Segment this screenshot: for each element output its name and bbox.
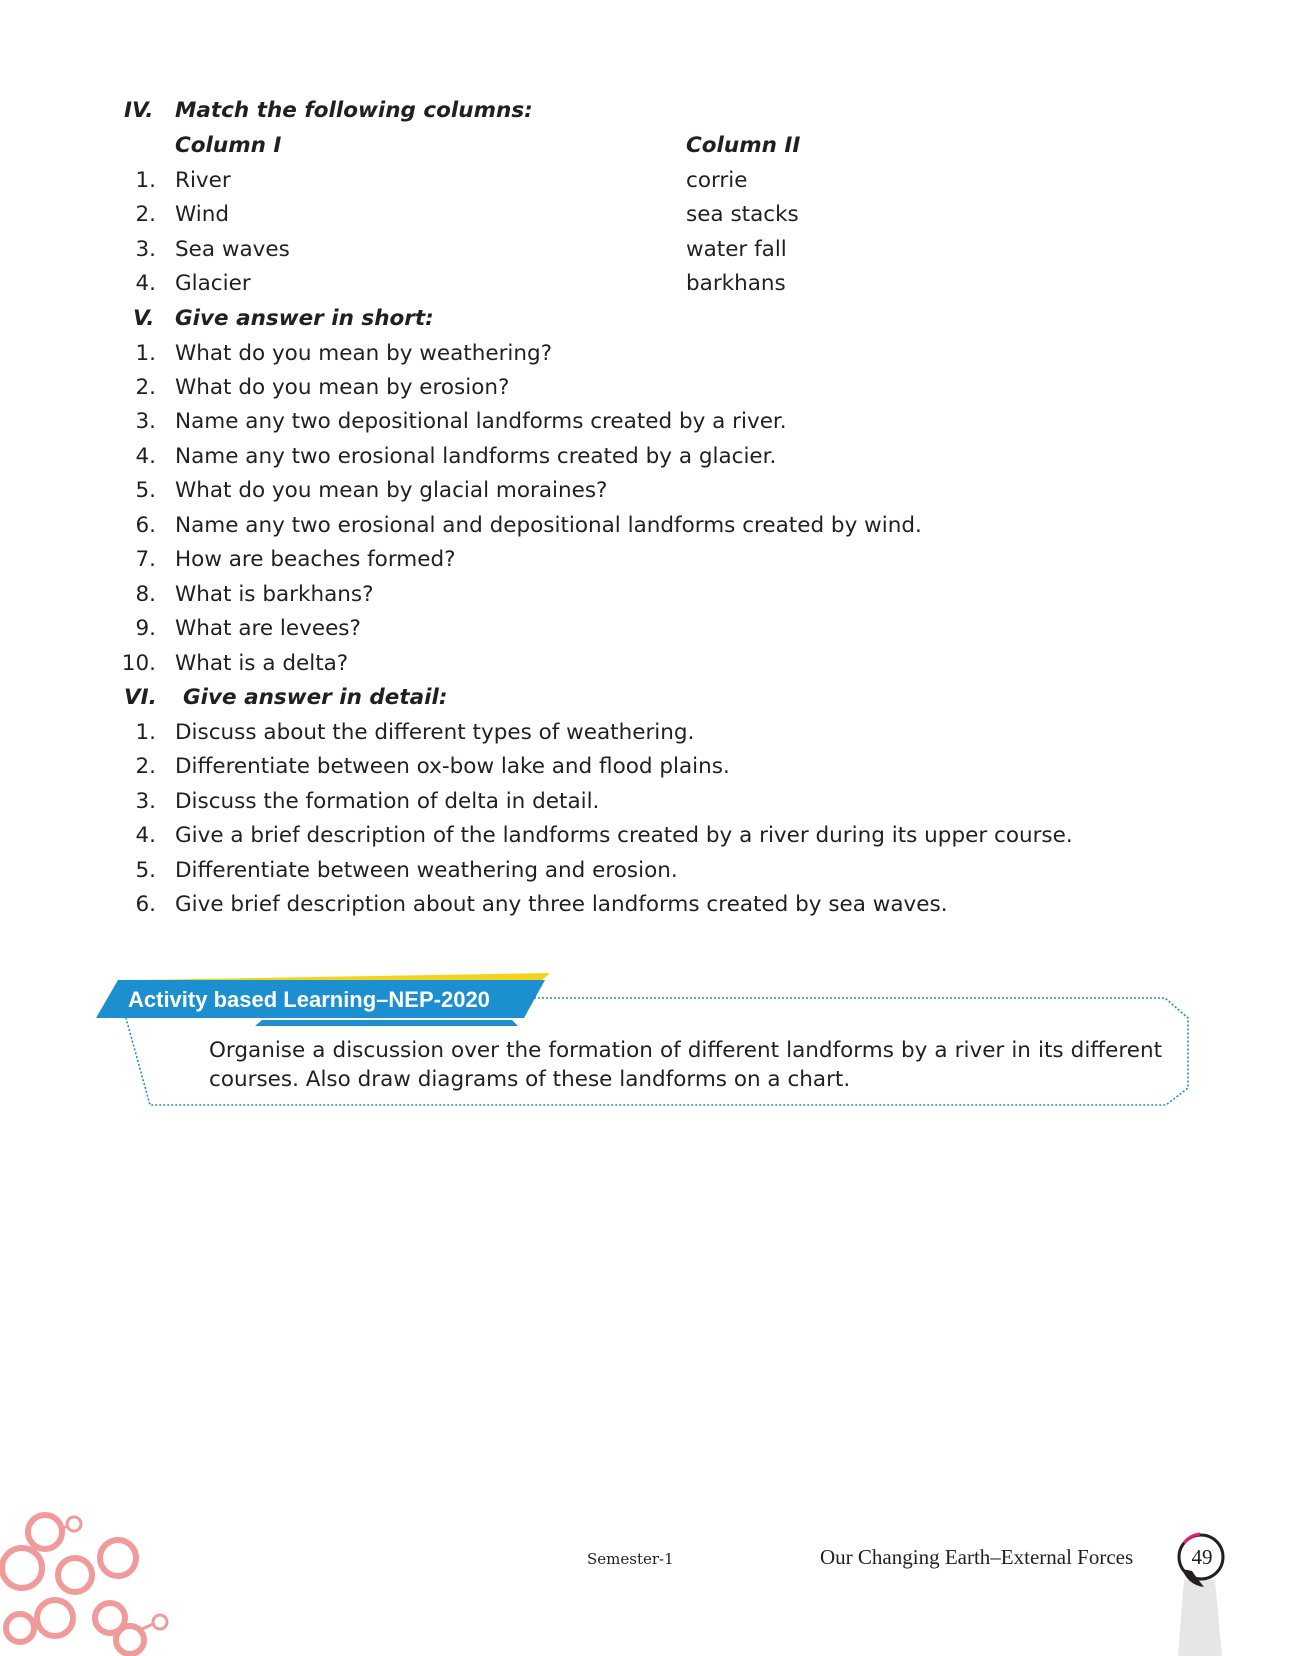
item-number: 9. (135, 616, 156, 641)
item-text: Give brief description about any three landforms created by sea waves. (175, 892, 948, 917)
footer-chapter-title: Our Changing Earth–External Forces (820, 1545, 1134, 1569)
item-number: 2. (135, 754, 156, 779)
item-text: What is a delta? (175, 651, 349, 676)
item-text: Name any two erosional and depositional landforms created by wind. (175, 513, 922, 538)
item-text: Discuss about the different types of weathering. (175, 720, 695, 745)
item-number: 8. (135, 582, 156, 607)
item-number: 3. (135, 409, 156, 434)
match-row-left: Wind (175, 202, 230, 227)
match-row-number: 3. (135, 237, 156, 262)
section-v-title: Give answer in short: (175, 306, 434, 331)
item-text: Differentiate between weathering and erosion. (175, 858, 678, 883)
match-row-number: 4. (135, 271, 156, 296)
item-text: How are beaches formed? (175, 547, 456, 572)
item-text: What do you mean by glacial moraines? (175, 478, 608, 503)
activity-text: Organise a discussion over the formation of different landforms by a river in its different courses. Also draw diagrams of these landforms on a chart. (209, 1038, 1162, 1092)
item-number: 1. (135, 341, 156, 366)
item-text: Give a brief description of the landforms created by a river during its upper course. (175, 823, 1073, 848)
item-number: 4. (135, 444, 156, 469)
item-number: 3. (135, 789, 156, 814)
item-text: What do you mean by weathering? (175, 341, 553, 366)
match-row-right: sea stacks (686, 202, 799, 227)
item-text: What are levees? (175, 616, 361, 641)
footer-semester: Semester-1 (587, 1550, 674, 1568)
activity-blue-underline (255, 1020, 518, 1026)
section-iv-roman: IV. (124, 98, 154, 123)
column-ii-head: Column II (686, 133, 801, 158)
item-text: Name any two erosional landforms created by a glacier. (175, 444, 777, 469)
section-vi-title: Give answer in detail: (183, 685, 448, 710)
column-i-head: Column I (175, 133, 282, 158)
match-row-right: water fall (686, 237, 787, 262)
item-text: Discuss the formation of delta in detail. (175, 789, 600, 814)
page-number: 49 (1191, 1545, 1213, 1569)
match-row-left: River (175, 168, 231, 193)
item-number: 10. (121, 651, 156, 676)
match-row-left: Sea waves (175, 237, 290, 262)
section-vi-roman: VI. (124, 685, 157, 710)
item-number: 5. (135, 478, 156, 503)
item-number: 6. (135, 892, 156, 917)
item-number: 4. (135, 823, 156, 848)
item-number: 1. (135, 720, 156, 745)
decorative-circles (0, 1500, 200, 1656)
item-number: 2. (135, 375, 156, 400)
match-row-right: corrie (686, 168, 748, 193)
match-row-right: barkhans (686, 271, 786, 296)
item-number: 6. (135, 513, 156, 538)
section-iv-title: Match the following columns: (175, 98, 533, 123)
item-text: Name any two depositional landforms created by a river. (175, 409, 787, 434)
match-row-number: 2. (135, 202, 156, 227)
match-row-left: Glacier (175, 271, 251, 296)
item-number: 5. (135, 858, 156, 883)
section-v-roman: V. (133, 306, 155, 331)
activity-title: Activity based Learning–NEP-2020 (128, 987, 490, 1012)
match-row-number: 1. (135, 168, 156, 193)
item-text: What do you mean by erosion? (175, 375, 510, 400)
item-text: What is barkhans? (175, 582, 374, 607)
item-number: 7. (135, 547, 156, 572)
item-text: Differentiate between ox-bow lake and flood plains. (175, 754, 730, 779)
